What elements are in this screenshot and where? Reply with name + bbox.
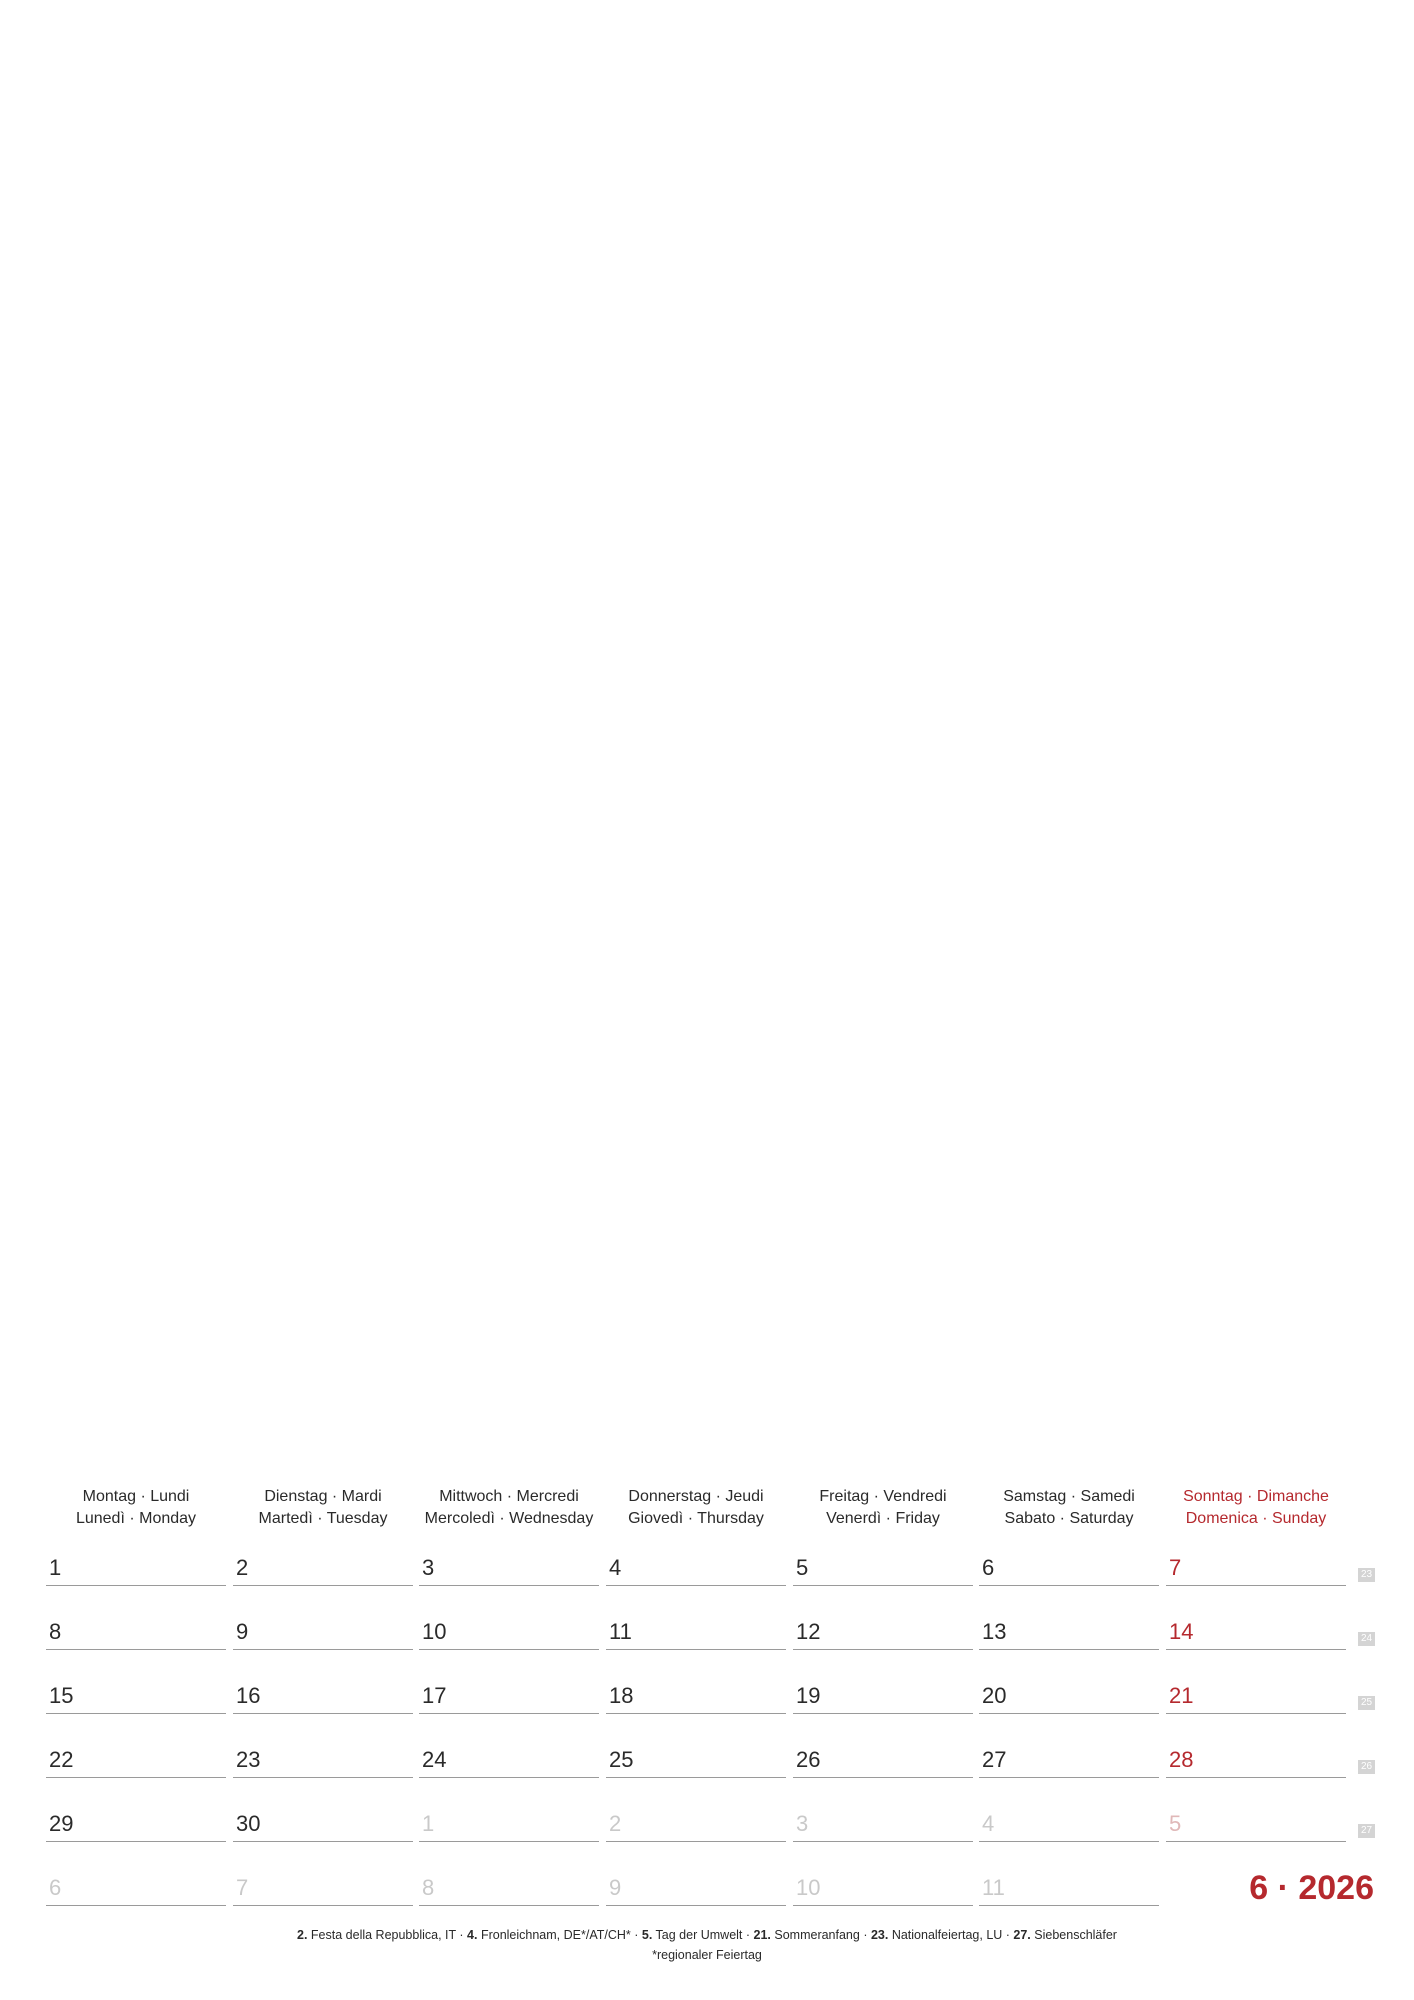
day-cell bbox=[46, 1842, 226, 1906]
day-header-line1: Dienstag · Mardi bbox=[264, 1488, 382, 1505]
holiday-name: Tag der Umwelt bbox=[652, 1928, 743, 1942]
day-cell bbox=[606, 1522, 786, 1586]
day-cell bbox=[606, 1586, 786, 1650]
day-cell bbox=[979, 1650, 1159, 1714]
holiday-name: Siebenschläfer bbox=[1030, 1928, 1117, 1942]
day-number: 10 bbox=[422, 1619, 447, 1644]
week-number-badge: 25 bbox=[1358, 1696, 1375, 1710]
day-cell bbox=[1166, 1778, 1346, 1842]
day-number: 28 bbox=[1169, 1747, 1194, 1772]
day-number: 9 bbox=[609, 1875, 622, 1900]
day-header-line1: Donnerstag · Jeudi bbox=[628, 1488, 764, 1505]
holiday-item bbox=[642, 1928, 743, 1942]
day-number: 26 bbox=[796, 1747, 821, 1772]
day-cell bbox=[979, 1522, 1159, 1586]
holiday-name: Sommeranfang bbox=[770, 1928, 860, 1942]
day-cell bbox=[233, 1586, 413, 1650]
day-writing-line bbox=[979, 1905, 1159, 1906]
holiday-item bbox=[1013, 1928, 1117, 1942]
day-number: 2 bbox=[609, 1811, 622, 1836]
day-cell bbox=[46, 1778, 226, 1842]
day-number: 7 bbox=[236, 1875, 249, 1900]
week-number-badge: 26 bbox=[1358, 1760, 1375, 1774]
day-number: 3 bbox=[422, 1555, 435, 1580]
day-number: 29 bbox=[49, 1811, 74, 1836]
day-cell bbox=[419, 1714, 599, 1778]
day-number: 1 bbox=[49, 1555, 62, 1580]
day-writing-line bbox=[793, 1905, 973, 1906]
day-header-line2: Venerdì · Friday bbox=[826, 1510, 940, 1527]
week-number-badge: 23 bbox=[1358, 1568, 1375, 1582]
day-number: 6 bbox=[982, 1555, 995, 1580]
day-header-line2: Lunedì · Monday bbox=[75, 1510, 197, 1527]
holiday-separator: · bbox=[1002, 1928, 1014, 1942]
day-header-line1: Montag · Lundi bbox=[82, 1488, 190, 1505]
day-number: 19 bbox=[796, 1683, 821, 1708]
holiday-name: Festa della Repubblica, IT bbox=[307, 1928, 456, 1942]
day-number: 10 bbox=[796, 1875, 821, 1900]
holiday-item bbox=[297, 1928, 456, 1942]
day-cell bbox=[1166, 1522, 1346, 1586]
day-cell bbox=[233, 1522, 413, 1586]
day-number: 13 bbox=[982, 1619, 1007, 1644]
day-cell bbox=[606, 1650, 786, 1714]
holiday-separator: · bbox=[630, 1928, 642, 1942]
day-number: 22 bbox=[49, 1747, 74, 1772]
day-number: 24 bbox=[422, 1747, 447, 1772]
holiday-item bbox=[871, 1928, 1002, 1942]
day-header-line1: Mittwoch · Mercredi bbox=[439, 1488, 579, 1505]
day-number: 27 bbox=[982, 1747, 1007, 1772]
day-number: 21 bbox=[1169, 1683, 1194, 1708]
day-cell bbox=[419, 1778, 599, 1842]
day-number: 3 bbox=[796, 1811, 809, 1836]
week-number-badge: 27 bbox=[1358, 1824, 1375, 1838]
day-header-line2: Giovedì · Thursday bbox=[628, 1510, 764, 1527]
month-year-label: 6 · 2026 bbox=[1249, 1869, 1374, 1907]
day-number: 14 bbox=[1169, 1619, 1194, 1644]
day-number: 23 bbox=[236, 1747, 261, 1772]
holiday-name: Fronleichnam, DE*/AT/CH* bbox=[477, 1928, 631, 1942]
day-writing-line bbox=[233, 1905, 413, 1906]
day-header-line1: Samstag · Samedi bbox=[1003, 1488, 1135, 1505]
day-number: 17 bbox=[422, 1683, 447, 1708]
holiday-separator: · bbox=[742, 1928, 754, 1942]
day-number: 4 bbox=[609, 1555, 622, 1580]
holiday-day: 4. bbox=[467, 1928, 478, 1942]
day-cell bbox=[793, 1778, 973, 1842]
day-writing-line bbox=[46, 1905, 226, 1906]
day-number: 11 bbox=[982, 1875, 1005, 1900]
day-cell bbox=[1166, 1586, 1346, 1650]
day-number: 11 bbox=[609, 1619, 632, 1644]
holiday-day: 27. bbox=[1013, 1928, 1031, 1942]
holiday-notes bbox=[0, 1925, 1414, 1965]
day-cell bbox=[233, 1650, 413, 1714]
day-cell bbox=[46, 1650, 226, 1714]
day-cell bbox=[979, 1778, 1159, 1842]
holiday-footnote: *regionaler Feiertag bbox=[652, 1948, 762, 1962]
day-number: 7 bbox=[1169, 1555, 1182, 1580]
holiday-day: 2. bbox=[297, 1928, 308, 1942]
day-number: 30 bbox=[236, 1811, 261, 1836]
day-number: 5 bbox=[796, 1555, 809, 1580]
day-header-line2: Martedì · Tuesday bbox=[258, 1510, 388, 1527]
holiday-day: 23. bbox=[870, 1928, 889, 1942]
day-number: 15 bbox=[49, 1683, 74, 1708]
day-cell bbox=[979, 1714, 1159, 1778]
day-number: 4 bbox=[982, 1811, 995, 1836]
holiday-name: Nationalfeiertag, LU bbox=[888, 1928, 1003, 1942]
day-writing-line bbox=[1166, 1841, 1346, 1842]
day-number: 8 bbox=[49, 1619, 62, 1644]
day-cell bbox=[606, 1778, 786, 1842]
day-number: 12 bbox=[796, 1619, 821, 1644]
holiday-separator: · bbox=[859, 1928, 871, 1942]
day-cell bbox=[606, 1714, 786, 1778]
day-cell bbox=[46, 1714, 226, 1778]
day-cell bbox=[46, 1522, 226, 1586]
day-header-line2: Sabato · Saturday bbox=[1004, 1510, 1134, 1527]
holiday-day: 21. bbox=[753, 1928, 771, 1942]
day-number: 5 bbox=[1169, 1811, 1182, 1836]
week-number-badge: 24 bbox=[1358, 1632, 1375, 1646]
day-number: 25 bbox=[609, 1747, 634, 1772]
day-cell bbox=[1166, 1714, 1346, 1778]
day-cell bbox=[793, 1650, 973, 1714]
day-number: 2 bbox=[236, 1555, 249, 1580]
day-cell bbox=[793, 1586, 973, 1650]
day-cell bbox=[1166, 1650, 1346, 1714]
day-number: 20 bbox=[982, 1683, 1007, 1708]
day-header-line2: Mercoledì · Wednesday bbox=[424, 1510, 594, 1527]
day-cell bbox=[979, 1586, 1159, 1650]
day-cell bbox=[233, 1778, 413, 1842]
day-cell bbox=[46, 1586, 226, 1650]
day-header-line2: Domenica · Sunday bbox=[1185, 1510, 1327, 1527]
holiday-list bbox=[0, 1925, 1414, 1945]
holiday-item bbox=[754, 1928, 860, 1942]
day-cell bbox=[793, 1842, 973, 1906]
day-cell bbox=[419, 1522, 599, 1586]
holiday-separator: · bbox=[455, 1928, 468, 1942]
day-writing-line bbox=[606, 1905, 786, 1906]
holiday-day: 5. bbox=[641, 1928, 653, 1942]
day-cell bbox=[793, 1522, 973, 1586]
day-header-line1: Freitag · Vendredi bbox=[819, 1488, 947, 1505]
day-number: 18 bbox=[609, 1683, 634, 1708]
holiday-item bbox=[467, 1928, 631, 1942]
day-number: 16 bbox=[236, 1683, 261, 1708]
day-cell bbox=[419, 1586, 599, 1650]
day-cell bbox=[233, 1842, 413, 1906]
day-cell bbox=[606, 1842, 786, 1906]
day-cell bbox=[419, 1842, 599, 1906]
day-cell bbox=[419, 1650, 599, 1714]
day-number: 1 bbox=[422, 1811, 435, 1836]
day-number: 6 bbox=[49, 1875, 62, 1900]
day-number: 9 bbox=[236, 1619, 249, 1644]
day-cell bbox=[233, 1714, 413, 1778]
day-number: 8 bbox=[422, 1875, 435, 1900]
day-writing-line bbox=[419, 1905, 599, 1906]
day-cell bbox=[793, 1714, 973, 1778]
day-header-line1: Sonntag · Dimanche bbox=[1183, 1488, 1329, 1505]
day-cell bbox=[979, 1842, 1159, 1906]
